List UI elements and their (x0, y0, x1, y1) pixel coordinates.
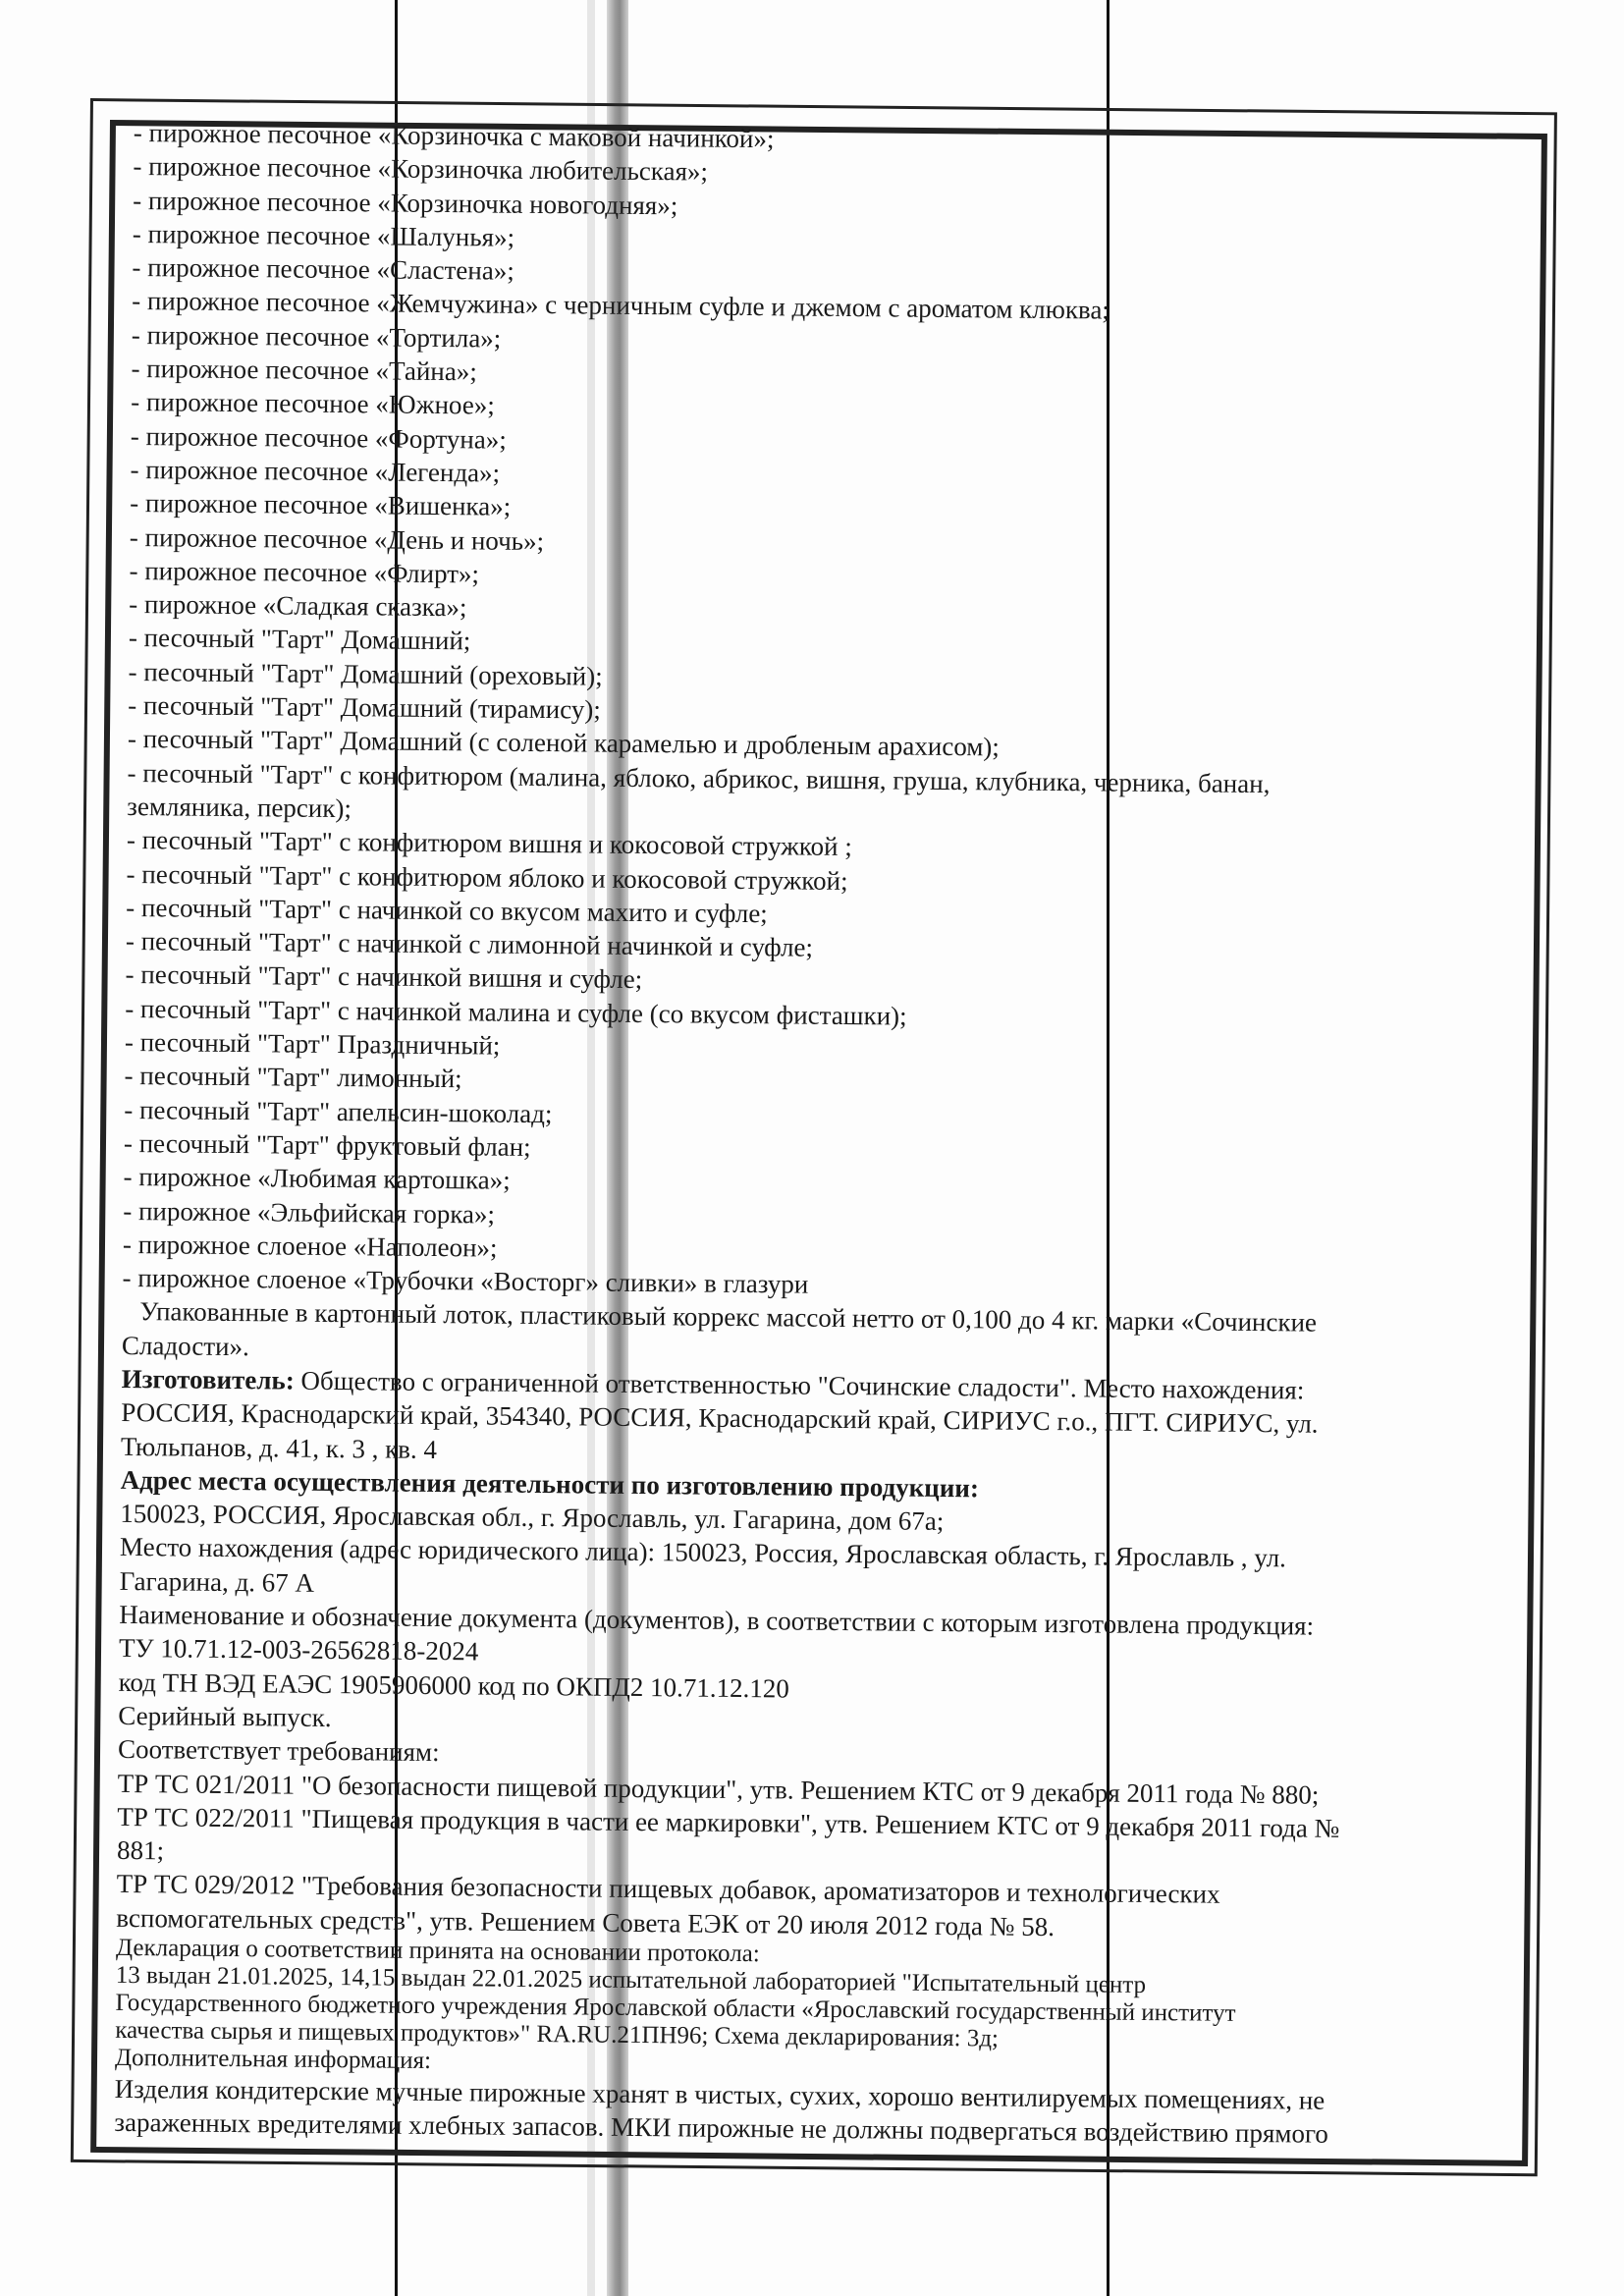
requirements-section (116, 1732, 1483, 1947)
standard-document-section (118, 1598, 1484, 1746)
product-item: - пирожное песочное «Южное»; (131, 387, 495, 420)
product-item: - пирожное песочное «Фортуна»; (130, 420, 507, 455)
tu-number: ТУ 10.71.12-003-26562818-2024 (118, 1633, 479, 1667)
additional-info-section (114, 2072, 1480, 2153)
manufacturer-name: Общество с ограниченной ответственностью "Сочинские сладости". Место нахождения: (294, 1365, 1305, 1405)
product-item: - песочный "Тарт" с начинкой малина и суфле (со вкусом фисташки); (125, 993, 907, 1031)
product-item: - песочный "Тарт" Домашний (тирамису); (128, 690, 601, 725)
declaration-line: качества сырья и пищевых продуктов»" RA.RU.21ПН96; Схема декларирования: 3д; (115, 2016, 1000, 2052)
regulation-line: ТР ТС 021/2011 "О безопасности пищевой продукции", утв. Решением КТС от 9 декабря 2011 года № 880; (117, 1768, 1320, 1810)
declaration-line: 13 выдан 21.01.2025, 14,15 выдан 22.01.2025 испытательной лабораторией "Испытательный центр (115, 1961, 1147, 1999)
product-item: - песочный "Тарт" с начинкой вишня и суфле; (125, 959, 643, 995)
product-item: - песочный "Тарт" апельсин-шоколад; (124, 1094, 553, 1128)
production-address-section (120, 1463, 1486, 1612)
product-item: - пирожное слоеное «Наполеон»; (122, 1229, 498, 1263)
product-item: - пирожное песочное «Жемчужина» с черничным суфле и джемом с ароматом клюква; (132, 286, 1110, 326)
product-item: - пирожное песочное «Легенда»; (130, 454, 501, 488)
manufacturer-section (121, 1362, 1487, 1476)
product-item: - песочный "Тарт" Праздничный; (124, 1026, 501, 1061)
product-item: - пирожное песочное «День и ночь»; (129, 521, 545, 556)
declaration-line: Декларация о соответствии принята на основании протокола: (115, 1934, 760, 1968)
packaging-line: Сладости». (121, 1330, 249, 1361)
additional-info-label: Дополнительная информация: (114, 2044, 432, 2075)
product-item: - пирожное песочное «Вишенка»; (130, 488, 512, 521)
declaration-line: Государственного бюджетного учреждения Ярославской области «Ярославский государственный институт (115, 1989, 1236, 2027)
product-item: - песочный "Тарт" Домашний; (128, 623, 471, 656)
regulation-line: 881; (116, 1835, 165, 1866)
product-item: - пирожное песочное «Шалунья»; (132, 218, 515, 252)
manufacturer-address: РОССИЯ, Краснодарский край, 354340, РОССИЯ, Краснодарский край, СИРИУС г.о., ПГТ. СИРИУС, ул. (121, 1397, 1319, 1439)
product-item: - пирожное песочное «Тайна»; (131, 354, 477, 387)
legal-address-line: Гагарина, д. 67 А (119, 1565, 315, 1598)
product-codes: код ТН ВЭД ЕАЭС 1905906000 код по ОКПД2 10.71.12.120 (118, 1667, 789, 1704)
requirements-label: Соответствует требованиям: (117, 1734, 440, 1768)
product-item: - пирожное «Эльфийская горка»; (123, 1195, 496, 1230)
declaration-basis-section (115, 1935, 1481, 2085)
legal-address-line: Место нахождения (адрес юридического лица): 150023, Россия, Ярославская область, г. Ярославль , ул. (119, 1532, 1287, 1573)
manufacturer-address: Тюльпанов, д. 41, к. 3 , кв. 4 (120, 1431, 438, 1464)
product-item: - пирожное «Сладкая сказка»; (129, 589, 467, 623)
production-address-line: 150023, РОССИЯ, Ярославская обл., г. Ярославль, ул. Гагарина, дом 67а; (120, 1499, 945, 1537)
additional-info-line: зараженных вредителями хлебных запасов. МКИ пирожные не должны подвергаться воздействию прямого (114, 2107, 1328, 2150)
product-item: - песочный "Тарт" с начинкой с лимонной начинкой и суфле; (125, 926, 814, 962)
product-item: - пирожное «Любимая картошка»; (123, 1162, 511, 1195)
product-item: - песочный "Тарт" лимонный; (124, 1061, 462, 1094)
declaration-page (114, 116, 1498, 2153)
product-list (122, 116, 1497, 1308)
product-item: - пирожное песочное «Тортила»; (131, 319, 502, 354)
product-item: - пирожное песочное «Корзиночка любительская»; (133, 151, 709, 187)
product-item-continuation: земляника, персик); (127, 791, 352, 824)
regulation-line: ТР ТС 022/2011 "Пищевая продукция в части ее маркировки", утв. Решением КТС от 9 декабря 2011 года № (117, 1801, 1340, 1843)
product-item: - песочный "Тарт" с начинкой со вкусом махито и суфле; (126, 892, 768, 929)
serial-production: Серийный выпуск. (118, 1700, 332, 1732)
regulation-line: ТР ТС 029/2012 "Требования безопасности пищевых добавок, ароматизаторов и технологических (116, 1869, 1220, 1910)
product-item: - пирожное песочное «Корзиночка новогодняя»; (133, 185, 678, 220)
product-item: - песочный "Тарт" с конфитюром вишня и кокосовой стружкой ; (126, 825, 852, 862)
product-item: - пирожное песочное «Флирт»; (129, 555, 480, 589)
packaging-line: Упакованные в картонный лоток, пластиковый коррекс массой нетто от 0,100 до 4 кг. марки «Сочинские (139, 1296, 1318, 1339)
product-item: - песочный "Тарт" Домашний (ореховый); (128, 656, 603, 691)
production-address-label: Адрес места осуществления деятельности по изготовлению продукции: (120, 1464, 980, 1503)
product-item: - песочный "Тарт" Домашний (с соленой карамелью и дробленым арахисом); (127, 724, 1000, 762)
standard-document-label: Наименование и обозначение документа (документов), в соответствии с которым изготовлена продукция: (119, 1599, 1315, 1641)
additional-info-line: Изделия кондитерские мучные пирожные хранят в чистых, сухих, хорошо вентилируемых помещениях, не (114, 2073, 1326, 2115)
manufacturer-label: Изготовитель: (121, 1363, 295, 1395)
product-item: - песочный "Тарт" фруктовый флан; (123, 1127, 531, 1162)
regulation-line: вспомогательных средств", утв. Решением Совета ЕЭК от 20 июля 2012 года № 58. (116, 1902, 1056, 1941)
product-item: - пирожное слоеное «Трубочки «Восторг» сливки» в глазури (122, 1263, 809, 1299)
product-item: - пирожное песочное «Корзиночка с маковой начинкой»; (133, 117, 775, 154)
product-item: - песочный "Тарт" с конфитюром яблоко и кокосовой стружкой; (126, 858, 848, 896)
product-item: - пирожное песочное «Сластена»; (132, 252, 514, 286)
product-item: - песочный "Тарт" с конфитюром (малина, яблоко, абрикос, вишня, груша, клубника, черника, банан, (127, 757, 1271, 798)
